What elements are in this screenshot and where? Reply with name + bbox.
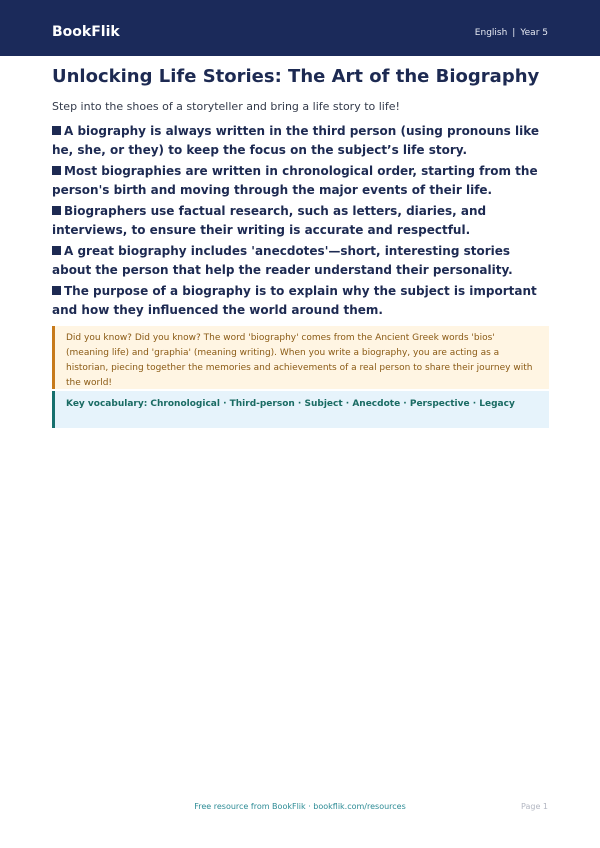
intro-text: Step into the shoes of a storyteller and bring a life story to life! — [52, 100, 400, 113]
did-you-know-callout — [52, 326, 549, 389]
year-label: Year 5 — [520, 28, 548, 38]
fact-text: A biography is always written in the third person (using pronouns like he, she, or they) to keep the focus on the subject’s life story. — [52, 124, 540, 157]
fact-item — [52, 202, 552, 240]
key-vocabulary-box — [52, 391, 549, 428]
page-footer — [0, 801, 600, 815]
fact-text: Most biographies are written in chronological order, starting from the person's birth and moving through the major events of their life. — [52, 164, 538, 197]
callout-text: Did you know? Did you know? The word 'biography' comes from the Ancient Greek words 'bios' (meaning life) and 'graphia' (meaning writing). When you write a biography, you are acting as a historian, piecing together the memories and achievements of a real person to share their journey with the world! — [66, 333, 533, 388]
square-bullet-icon — [52, 166, 61, 175]
fact-item — [52, 162, 552, 200]
footer-resource-link[interactable]: Free resource from BookFlik · bookflik.com/resources — [194, 802, 406, 811]
page-title: Unlocking Life Stories: The Art of the Biography — [52, 66, 540, 87]
vocabulary-text: Key vocabulary: Chronological · Third-person · Subject · Anecdote · Perspective · Legacy — [66, 399, 515, 409]
square-bullet-icon — [52, 206, 61, 215]
subject-year-meta — [475, 27, 548, 39]
brand-logo-text[interactable]: BookFlik — [52, 24, 120, 40]
square-bullet-icon — [52, 126, 61, 135]
fact-text: A great biography includes 'anecdotes'—short, interesting stories about the person that help the reader understand their personality. — [52, 244, 513, 277]
page-number: Page 1 — [521, 802, 548, 811]
fact-list — [52, 122, 552, 322]
square-bullet-icon — [52, 246, 61, 255]
fact-text: Biographers use factual research, such as letters, diaries, and interviews, to ensure their writing is accurate and respectful. — [52, 204, 487, 237]
fact-item — [52, 242, 552, 280]
fact-item — [52, 282, 552, 320]
meta-separator: | — [512, 28, 516, 38]
header-bar — [0, 0, 600, 56]
square-bullet-icon — [52, 286, 61, 295]
fact-item — [52, 122, 552, 160]
subject-label: English — [474, 28, 508, 38]
fact-text: The purpose of a biography is to explain why the subject is important and how they influenced the world around them. — [52, 284, 537, 317]
